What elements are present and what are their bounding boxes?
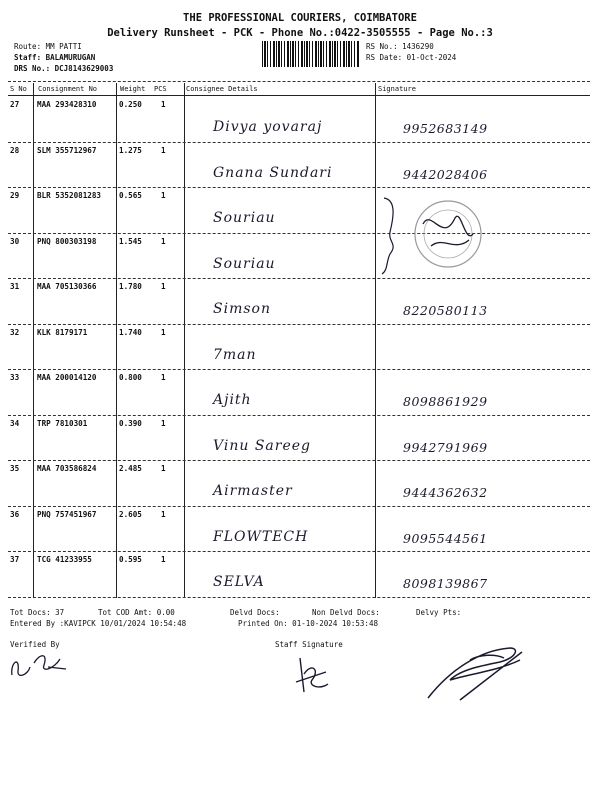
- rs-number: RS No.: 1436290: [366, 42, 434, 51]
- col-header-signature: Signature: [378, 85, 416, 93]
- row-divider: [8, 233, 590, 234]
- weight-value: 2.485: [119, 464, 142, 473]
- staff-signature-label: Staff Signature: [275, 640, 343, 649]
- consignee-handwritten-name: Simson: [213, 301, 271, 317]
- serial-number: 34: [10, 418, 20, 428]
- bracket-mark: [380, 196, 400, 276]
- consignee-handwritten-name: Ajith: [213, 392, 252, 408]
- consignee-handwritten-name: FLOWTECH: [213, 528, 309, 545]
- consignee-handwritten-name: Souriau: [213, 210, 276, 226]
- row-divider: [8, 460, 590, 461]
- verified-by-label: Verified By: [10, 640, 60, 649]
- col-header-consignee: Consignee Details: [186, 85, 258, 93]
- large-signature: [420, 640, 530, 705]
- col-divider: [184, 83, 185, 598]
- col-header-sno: S No: [10, 85, 27, 93]
- pieces-count: 1: [161, 282, 166, 291]
- staff-signature: [290, 652, 340, 697]
- consignee-handwritten-name: Souriau: [213, 255, 276, 272]
- col-header-consignment: Consignment No: [38, 85, 98, 93]
- col-divider: [33, 83, 34, 598]
- route-label: Route: MM PATTI: [14, 42, 82, 51]
- delivered-docs: Delvd Docs:: [230, 608, 280, 617]
- weight-value: 1.275: [119, 145, 142, 155]
- consignment-number: MAA 200014120: [37, 373, 97, 382]
- consignment-number: BLR 5352081283: [37, 191, 102, 200]
- total-docs: Tot Docs: 37: [10, 608, 65, 617]
- serial-number: 36: [10, 509, 20, 519]
- weight-value: 0.595: [119, 555, 142, 564]
- signature-phone: 9942791969: [403, 439, 488, 455]
- printed-on: Printed On: 01-10-2024 10:53:48: [238, 619, 378, 628]
- row-divider: [8, 278, 590, 279]
- signature-phone: 8098139867: [403, 576, 488, 591]
- serial-number: 35: [10, 464, 20, 473]
- weight-value: 0.390: [119, 418, 142, 428]
- staff-label: Staff: BALAMURUGAN: [14, 53, 96, 62]
- consignee-handwritten-name: Vinu Sareeg: [213, 437, 311, 454]
- row-divider: [8, 142, 590, 143]
- serial-number: 28: [10, 145, 20, 155]
- consignment-number: TCG 41233955: [37, 555, 92, 564]
- pieces-count: 1: [161, 418, 166, 428]
- pieces-count: 1: [161, 100, 166, 109]
- weight-value: 0.800: [119, 373, 142, 382]
- entered-by: Entered By :KAVIPCK 10/01/2024 10:54:48: [10, 619, 187, 628]
- verified-signature: [8, 645, 78, 685]
- weight-value: 2.605: [119, 509, 142, 519]
- col-header-pcs: PCS: [154, 85, 167, 93]
- serial-number: 31: [10, 282, 20, 291]
- pieces-count: 1: [161, 555, 166, 564]
- row-divider: [8, 415, 590, 416]
- weight-value: 0.250: [119, 100, 142, 109]
- serial-number: 29: [10, 191, 20, 200]
- runsheet-subtitle: Delivery Runsheet - PCK - Phone No.:0422-3505555 - Page No.:3: [107, 27, 493, 39]
- signature-phone: 9444362632: [403, 485, 488, 500]
- total-cod-amount: Tot COD Amt: 0.00: [98, 608, 175, 617]
- pieces-count: 1: [161, 509, 166, 519]
- consignment-number: MAA 293428310: [37, 100, 97, 109]
- signature-phone: 9442028406: [403, 166, 488, 182]
- col-header-weight: Weight: [120, 85, 146, 93]
- signature-phone: 8098861929: [403, 394, 488, 409]
- signature-phone: 9095544561: [403, 530, 488, 546]
- consignment-number: PNQ 800303198: [37, 236, 97, 246]
- company-title: THE PROFESSIONAL COURIERS, COIMBATORE: [183, 12, 417, 24]
- col-divider: [116, 83, 117, 598]
- drs-number: DRS No.: DCJ8143629003: [14, 64, 114, 73]
- signature-phone: 8220580113: [403, 303, 488, 318]
- serial-number: 33: [10, 373, 20, 382]
- consignment-number: SLM 355712967: [37, 145, 97, 155]
- pieces-count: 1: [161, 464, 166, 473]
- row-divider: [8, 369, 590, 370]
- consignee-handwritten-name: 7man: [213, 346, 257, 363]
- weight-value: 1.780: [119, 282, 142, 291]
- signature-phone: 9952683149: [403, 121, 488, 136]
- weight-value: 1.740: [119, 327, 142, 337]
- consignee-handwritten-name: Gnana Sundari: [213, 164, 333, 181]
- pieces-count: 1: [161, 327, 166, 337]
- consignee-handwritten-name: Divya yovaraj: [213, 119, 323, 135]
- pieces-count: 1: [161, 145, 166, 155]
- pieces-count: 1: [161, 236, 166, 246]
- pieces-count: 1: [161, 373, 166, 382]
- barcode: [262, 41, 360, 67]
- consignment-number: MAA 703586824: [37, 464, 97, 473]
- table-top-rule: [8, 81, 590, 82]
- row-divider: [8, 551, 590, 552]
- rs-date: RS Date: 01-Oct-2024: [366, 53, 457, 62]
- consignment-number: KLK 8179171: [37, 327, 88, 337]
- serial-number: 30: [10, 236, 20, 246]
- row-divider: [8, 324, 590, 325]
- serial-number: 37: [10, 555, 20, 564]
- row-divider: [8, 597, 590, 598]
- pieces-count: 1: [161, 191, 166, 200]
- row-divider: [8, 187, 590, 188]
- consignment-number: PNQ 757451967: [37, 509, 97, 519]
- serial-number: 27: [10, 100, 20, 109]
- non-delivered-docs: Non Delvd Docs:: [312, 608, 380, 617]
- col-divider: [375, 83, 376, 598]
- weight-value: 0.565: [119, 191, 142, 200]
- serial-number: 32: [10, 327, 20, 337]
- consignment-number: TRP 7810301: [37, 418, 88, 428]
- consignee-handwritten-name: SELVA: [213, 574, 265, 590]
- delivery-points: Delvy Pts:: [416, 608, 462, 617]
- header-rule: [8, 95, 590, 96]
- company-stamp: [403, 194, 493, 274]
- weight-value: 1.545: [119, 236, 142, 246]
- row-divider: [8, 506, 590, 507]
- consignee-handwritten-name: Airmaster: [213, 483, 293, 499]
- consignment-number: MAA 705130366: [37, 282, 97, 291]
